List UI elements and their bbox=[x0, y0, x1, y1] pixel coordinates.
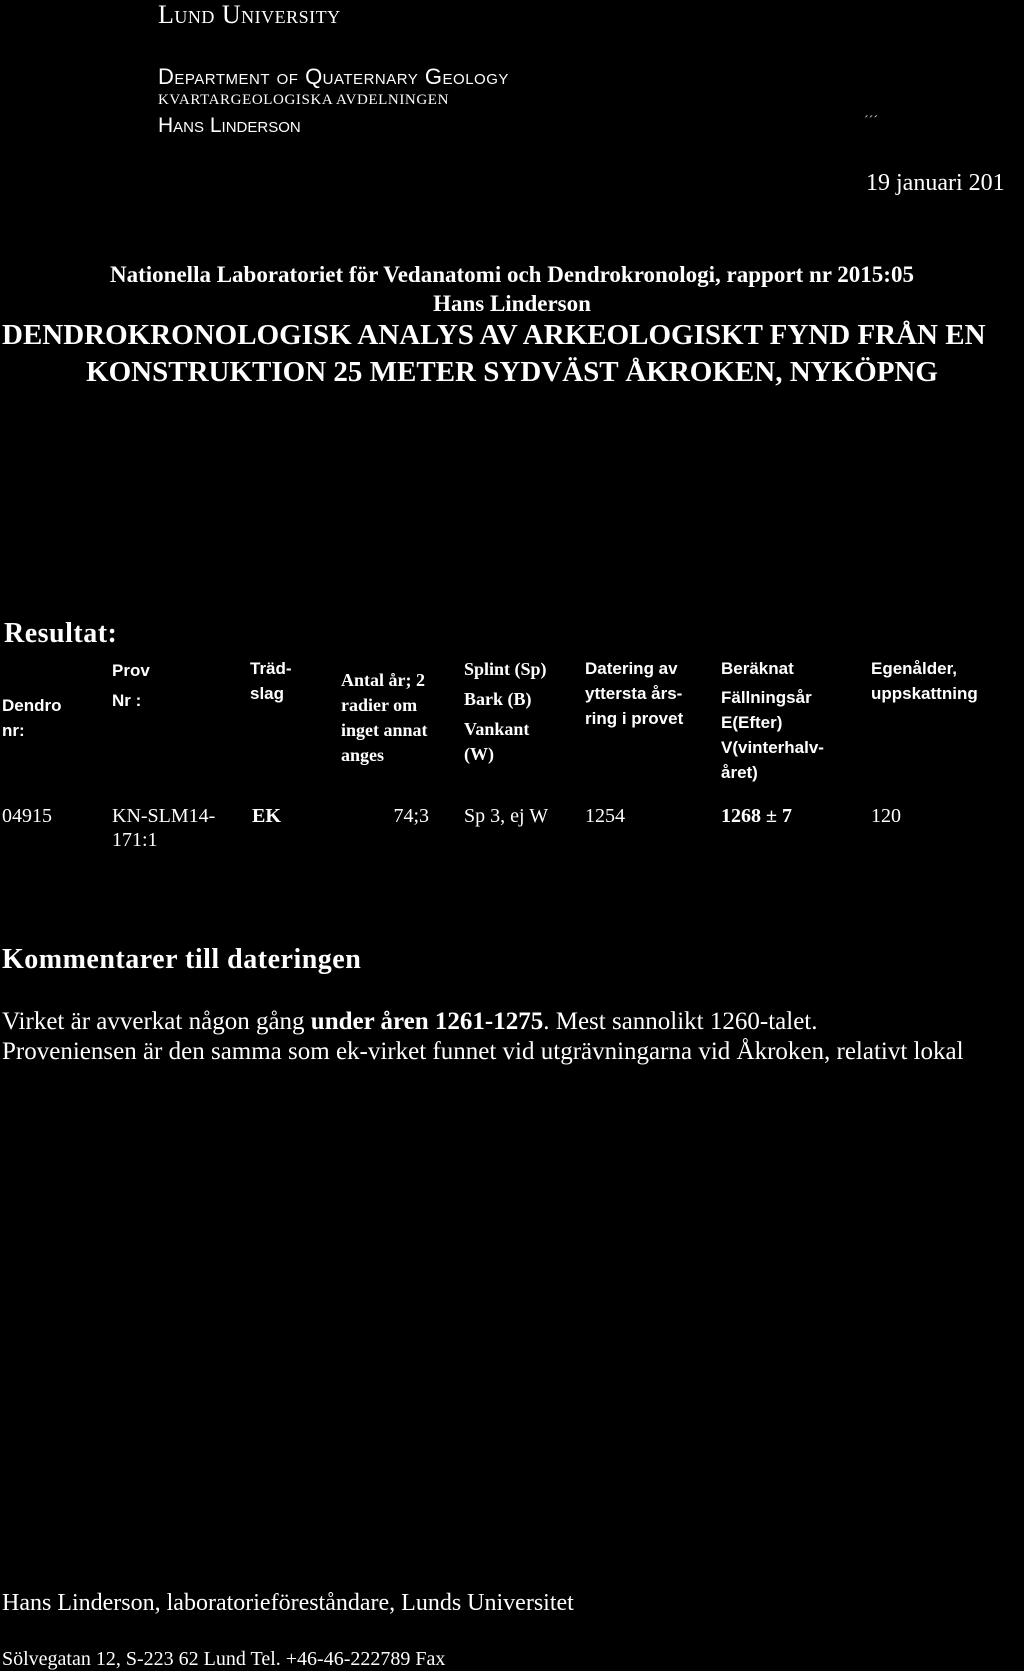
column-header-egenalder: Egenålder, uppskattning bbox=[871, 659, 978, 703]
comment-dating-range: under åren 1261-1275 bbox=[310, 1008, 544, 1035]
header-author: Hans Linderson bbox=[158, 114, 301, 137]
column-header-fallningsar: Fällningsår E(Efter) V(vinterhalv-året) bbox=[721, 688, 824, 782]
results-heading: Resultat: bbox=[4, 618, 118, 649]
comments-heading: Kommentarer till dateringen bbox=[2, 944, 362, 975]
cell-prov-nr: KN-SLM14-171:1 bbox=[112, 805, 216, 851]
column-header-prov: Prov bbox=[112, 661, 150, 680]
cell-splint-bark: Sp 3, ej W bbox=[464, 805, 549, 827]
cell-tradslag: EK bbox=[252, 805, 281, 827]
cell-fallningsar: 1268 ± 7 bbox=[721, 805, 792, 827]
cell-datering: 1254 bbox=[585, 805, 625, 827]
column-header-splint: Splint (Sp) bbox=[464, 659, 547, 679]
comment-line-1 bbox=[2, 1008, 818, 1036]
report-title-line-1: DENDROKRONOLOGISK ANALYS AV ARKEOLOGISKT FYND FRÅN EN bbox=[2, 319, 986, 351]
cell-egenalder: 120 bbox=[871, 805, 901, 827]
report-date: 19 januari 201 bbox=[866, 170, 1005, 196]
column-header-prov-nr: Nr : bbox=[112, 691, 142, 710]
department-name: Department of Quaternary Geology bbox=[158, 64, 509, 89]
report-author: Hans Linderson bbox=[433, 291, 591, 316]
comment-line-1-start: Virket är avverkat någon gång bbox=[2, 1008, 311, 1035]
cell-antal-ar: 74;3 bbox=[393, 805, 429, 827]
report-title-line-2: KONSTRUKTION 25 METER SYDVÄST ÅKROKEN, NYKÖPNG bbox=[86, 356, 938, 388]
comment-line-2: Proveniensen är den samma som ek-virket funnet vid utgrävningarna vid Åkroken, relativt lokal bbox=[2, 1038, 964, 1065]
column-header-beraknat: Beräknat bbox=[721, 659, 794, 678]
column-header-datering: Datering av yttersta års-ring i provet bbox=[585, 659, 684, 728]
department-swedish-name: KVARTARGEOLOGISKA AVDELNINGEN bbox=[158, 92, 449, 108]
column-header-dendro-nr: Dendro nr: bbox=[2, 696, 62, 740]
signature-line: Hans Linderson, laboratorieföreståndare, Lunds Universitet bbox=[2, 1590, 574, 1616]
contact-line: Sölvegatan 12, S-223 62 Lund Tel. +46-46-222789 Fax bbox=[2, 1648, 446, 1670]
column-header-tradslag: Träd-slag bbox=[250, 659, 292, 703]
column-header-antal-ar: Antal år; 2 radier om inget annat anges bbox=[341, 670, 428, 765]
column-header-bark: Bark (B) bbox=[464, 689, 532, 709]
handwritten-mark: ´´´ bbox=[864, 114, 878, 129]
laboratory-report-line: Nationella Laboratoriet för Vedanatomi och Dendrokronologi, rapport nr 2015:05 bbox=[110, 262, 914, 287]
comment-line-1-end: . Mest sannolikt 1260-talet. bbox=[543, 1008, 818, 1035]
cell-dendro-nr: 04915 bbox=[2, 805, 52, 827]
column-header-vankant: Vankant (W) bbox=[464, 719, 530, 764]
university-name: Lund University bbox=[158, 0, 341, 29]
